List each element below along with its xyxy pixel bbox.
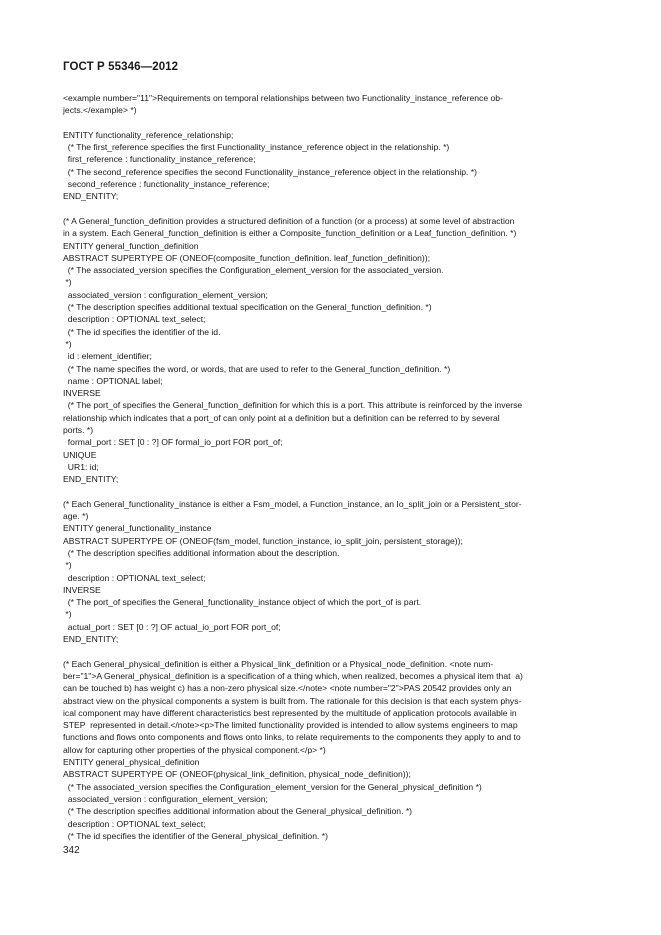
blank-line	[63, 645, 599, 657]
text-line: formal_port : SET [0 : ?] OF formal_io_port FOR port_of;	[63, 437, 283, 448]
blank-line	[63, 117, 599, 129]
text-line: UR1: id;	[63, 461, 99, 472]
text-line: ENTITY general_function_definition	[63, 240, 199, 251]
text-line: ABSTRACT SUPERTYPE OF (ONEOF(physical_link_definition, physical_node_definition));	[63, 769, 411, 780]
text-line: functions and flows onto components and flows onto links, to relate requirements to the components they apply to and to	[63, 732, 521, 743]
text-line: ENTITY general_physical_definition	[63, 757, 200, 768]
text-line: id : element_identifier;	[63, 351, 152, 362]
text-line: abstract view on the physical components a system is built from. The rationale for this decision is that each system phys-	[63, 695, 522, 706]
text-line: *)	[63, 338, 72, 349]
text-line: <example number="11">Requirements on temporal relationships between two Functionality_instance_reference ob-	[63, 93, 503, 103]
text-line: (* Each General_physical_definition is either a Physical_link_definition or a Physical_node_definition. <note num-	[63, 658, 494, 669]
blank-line	[63, 486, 599, 498]
text-line: (* The description specifies additional information about the description.	[63, 547, 340, 558]
text-line: (* The first_reference specifies the first Functionality_instance_reference object in the relationship. *)	[63, 142, 450, 153]
text-line: (* The second_reference specifies the second Functionality_instance_reference object in the relationship. *)	[63, 166, 478, 177]
text-line: associated_version : configuration_element_version;	[63, 793, 268, 804]
text-line: ABSTRACT SUPERTYPE OF (ONEOF(composite_function_definition. leaf_function_definition));	[63, 252, 430, 263]
text-line: (* The description specifies additional textual specification on the General_function_definition. *)	[63, 302, 432, 313]
text-line: jects.</example> *)	[63, 105, 137, 116]
text-line: (* The associated_version specifies the Configuration_element_version for the General_physical_definition *)	[63, 781, 482, 792]
text-line: second_reference : functionality_instance_reference;	[63, 179, 270, 190]
text-line: END_ENTITY;	[63, 634, 119, 645]
document-body	[63, 92, 599, 842]
blank-line	[63, 203, 599, 215]
text-line: INVERSE	[63, 584, 101, 595]
text-line: *)	[63, 560, 72, 571]
text-line: (* The name specifies the word, or words, that are used to refer to the General_function_definition. *)	[63, 363, 451, 374]
text-line: age. *)	[63, 511, 89, 522]
document-header: ГОСТ Р 55346—2012	[63, 61, 179, 73]
text-line: (* A General_function_definition provides a structured definition of a function (or a process) at some level of abstraction	[63, 215, 515, 226]
text-line: first_reference : functionality_instance_reference;	[63, 154, 256, 165]
text-line: allow for capturing other properties of the physical component.</p> *)	[63, 744, 326, 755]
text-line: name : OPTIONAL label;	[63, 375, 163, 386]
text-line: *)	[63, 609, 72, 620]
text-line: can be touched b) has weight c) has a non-zero physical size.</note> <note number="2">PAS 20542 provides only an	[63, 683, 512, 694]
text-line: actual_port : SET [0 : ?] OF actual_io_port FOR port_of;	[63, 621, 281, 632]
text-line: description : OPTIONAL text_select;	[63, 818, 206, 829]
text-line: (* The id specifies the identifier of the General_physical_definition. *)	[63, 830, 328, 841]
text-line: associated_version : configuration_element_version;	[63, 289, 268, 300]
text-line: in a system. Each General_function_definition is either a Composite_function_definition or a Leaf_function_definition. *)	[63, 228, 517, 239]
text-line: ENTITY functionality_reference_relationship;	[63, 129, 234, 140]
text-line: STEP represented in detail.</note><p>The limited functionality provided is intended to allow systems engineers to map	[63, 720, 518, 731]
text-line: ENTITY general_functionality_instance	[63, 523, 212, 534]
text-line: (* Each General_functionality_instance is either a Fsm_model, a Function_instance, an Io_split_join or a Persistent_stor-	[63, 498, 522, 509]
text-line: description : OPTIONAL text_select;	[63, 314, 206, 325]
text-line: (* The port_of specifies the General_function_definition for which this is a port. This attribute is reinforced by the inverse	[63, 400, 523, 411]
text-line: description : OPTIONAL text_select;	[63, 572, 206, 583]
text-line: END_ENTITY;	[63, 191, 119, 202]
text-line: ber="1">A General_physical_definition is a specification of a thing which, when realized, becomes a physical item that a)	[63, 670, 523, 681]
text-line: ical component may have different characteristics best represented by the multitude of application protocols available in	[63, 707, 517, 718]
text-line: relationship which indicates that a port_of can only point at a definition but a definition can be referred to by several	[63, 412, 500, 423]
text-line: ABSTRACT SUPERTYPE OF (ONEOF(fsm_model, function_instance, io_split_join, persistent_storage));	[63, 535, 463, 546]
text-line: END_ENTITY;	[63, 474, 119, 485]
text-line: (* The id specifies the identifier of the id.	[63, 326, 221, 337]
text-line: (* The port_of specifies the General_functionality_instance object of which the port_of is part.	[63, 597, 422, 608]
text-line: UNIQUE	[63, 449, 97, 460]
text-line: ports. *)	[63, 425, 94, 436]
text-line: *)	[63, 277, 72, 288]
page-number: 342	[63, 845, 80, 856]
text-line: (* The description specifies additional information about the General_physical_definition. *)	[63, 806, 413, 817]
text-line: (* The associated_version specifies the Configuration_element_version for the associated_version.	[63, 265, 444, 276]
text-line: INVERSE	[63, 388, 101, 399]
